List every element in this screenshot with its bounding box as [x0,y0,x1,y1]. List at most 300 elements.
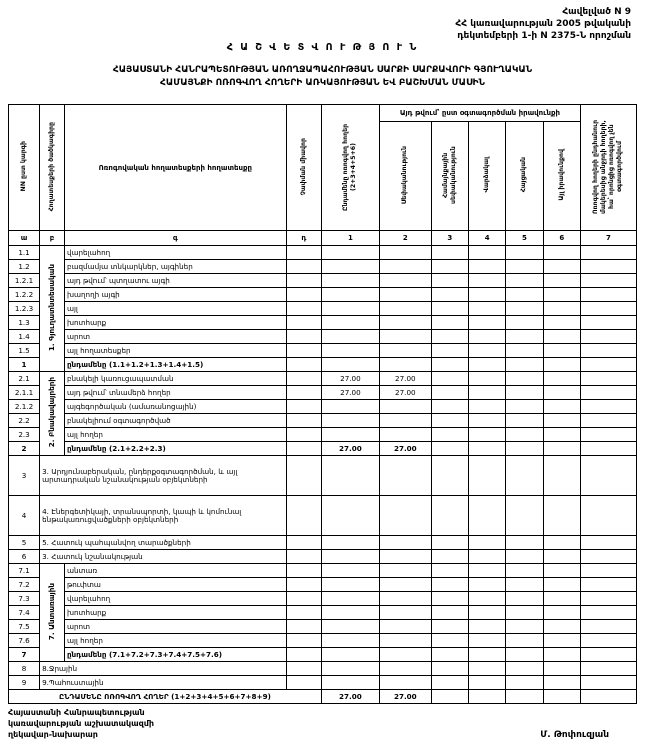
grand-total-own: 27.00 [379,690,431,704]
row-c5 [506,634,543,648]
group-label-forest: 7. Անտառային [40,564,65,662]
row-no: 2.1.2 [9,400,40,414]
row-measure [286,358,321,372]
table-row [9,550,637,564]
grand-total-label: ԸՆԴԱՄԵՆԸ ՈՌՈԳՎՈՂ ՀՈՂԵՐ (1+2+3+4+5+6+7+8+9) [9,690,322,704]
signature-block-left [8,707,154,740]
row-c6 [543,634,580,648]
row-total: 27.00 [321,442,379,456]
table-row-subtotal [9,442,637,456]
row-c6 [543,496,580,536]
row-name: վարելահող [64,246,286,260]
row-total [321,288,379,302]
row-c3 [431,564,468,578]
table-row [9,400,637,414]
row-name: այդ թվում՝ պտղատու այգի [64,274,286,288]
row-c6 [543,344,580,358]
row-measure [286,246,321,260]
row-c6 [543,442,580,456]
table-row [9,316,637,330]
header-code: Հողատեսքերի ծածկագիրը [40,105,65,231]
row-name: խաղողի այգի [64,288,286,302]
row-total [321,620,379,634]
row-c5 [506,246,543,260]
row-total [321,358,379,372]
row-c4 [469,592,506,606]
grand-total-c4 [469,690,506,704]
table-row [9,414,637,428]
row-name: ընդամենը (1.1+1.2+1.3+1.4+1.5) [64,358,286,372]
row-no: 6 [9,550,40,564]
row-c6 [543,274,580,288]
row-c3 [431,606,468,620]
row-c4 [469,316,506,330]
table-row [9,676,637,690]
row-c5 [506,578,543,592]
row-own [379,358,431,372]
row-name: խոտհարք [64,316,286,330]
grand-total-c5 [506,690,543,704]
row-c3 [431,358,468,372]
colnum-c: գ [64,231,286,246]
row-total [321,592,379,606]
row-name: թուփտա [64,578,286,592]
row-own [379,274,431,288]
row-total [321,344,379,358]
row-c5 [506,648,543,662]
row-c7 [580,386,636,400]
row-c6 [543,676,580,690]
row-name: 8.Ջրային [40,662,287,676]
row-c6 [543,564,580,578]
row-total [321,676,379,690]
row-no: 8 [9,662,40,676]
row-own [379,456,431,496]
row-c6 [543,302,580,316]
row-name: այգեգործական (ամառանոցային) [64,400,286,414]
row-no: 2.1.1 [9,386,40,400]
row-measure [286,564,321,578]
header-sub-3: Հայցական [506,122,543,231]
row-c7 [580,302,636,316]
row-c5 [506,550,543,564]
grand-total-value: 27.00 [321,690,379,704]
table-row [9,592,637,606]
row-c6 [543,456,580,496]
row-c7 [580,620,636,634]
row-c6 [543,550,580,564]
row-no: 1.5 [9,344,40,358]
row-c5 [506,414,543,428]
row-measure [286,288,321,302]
colnum-7: 7 [580,231,636,246]
row-name: 3. Հատուկ նշանակության [40,550,287,564]
row-total [321,648,379,662]
colnum-a: ա [9,231,40,246]
table-row [9,330,637,344]
row-total [321,428,379,442]
colnum-5: 5 [506,231,543,246]
row-name: այլ [64,302,286,316]
row-c5 [506,564,543,578]
row-c3 [431,578,468,592]
row-c4 [469,302,506,316]
grand-total-c7 [580,690,636,704]
row-own [379,564,431,578]
row-name: այլ հողեր [64,428,286,442]
row-c5 [506,442,543,456]
row-own [379,676,431,690]
row-c3 [431,274,468,288]
row-measure [286,578,321,592]
row-c6 [543,620,580,634]
row-c6 [543,246,580,260]
row-own [379,330,431,344]
row-measure [286,592,321,606]
row-measure [286,386,321,400]
row-c7 [580,414,636,428]
table-row [9,274,637,288]
row-c4 [469,536,506,550]
row-c4 [469,634,506,648]
row-total [321,316,379,330]
row-own: 27.00 [379,386,431,400]
annex-reference [455,6,631,42]
row-name: 9.Պահուստային [40,676,287,690]
row-name: արոտ [64,620,286,634]
row-c6 [543,288,580,302]
group-label-settlements: 2. Բնակավայրերի [40,372,65,456]
row-own [379,634,431,648]
row-measure [286,302,321,316]
row-name: անտառ [64,564,286,578]
row-c4 [469,372,506,386]
row-c6 [543,400,580,414]
table-row [9,372,637,386]
header-sub-4: Այլ իրավունքով [543,122,580,231]
row-own [379,496,431,536]
row-own [379,260,431,274]
table-row [9,536,637,550]
subtitle-line-2: ՀԱՄԱՅՆՔԻ ՈՌՈԳՎՈՂ ՀՈՂԵՐԻ ԱՌԿԱՅՈՒԹՅԱՆ ԵՎ ԲԱՇԽՄԱՆ ՄԱՍԻՆ [160,78,485,88]
row-c7 [580,260,636,274]
row-c5 [506,536,543,550]
row-c7 [580,662,636,676]
row-own: 27.00 [379,372,431,386]
row-c6 [543,414,580,428]
row-total [321,330,379,344]
row-no: 1.2.2 [9,288,40,302]
row-c4 [469,662,506,676]
row-total: 27.00 [321,386,379,400]
row-c4 [469,564,506,578]
row-c3 [431,330,468,344]
row-c5 [506,676,543,690]
table-row [9,386,637,400]
row-no: 2.2 [9,414,40,428]
row-c7 [580,592,636,606]
table-row [9,246,637,260]
row-no: 7.3 [9,592,40,606]
row-name: 5. Հատուկ պահպանվող տարածքների [40,536,287,550]
annex-line-2: ՀՀ կառավարության 2005 թվականի [455,19,631,29]
row-c3 [431,536,468,550]
row-c6 [543,386,580,400]
row-name: 3. Արդյունաբերական, ընդերքօգտագործման, և այլ արտադրական նշանակության օբյեկտների [40,456,287,496]
table-header-row [9,105,637,122]
row-total [321,564,379,578]
row-c4 [469,496,506,536]
row-c5 [506,386,543,400]
row-total [321,536,379,550]
colnum-d: դ [286,231,321,246]
row-c7 [580,330,636,344]
row-measure [286,550,321,564]
row-c3 [431,676,468,690]
row-name: այդ թվում՝ տնամերձ հողեր [64,386,286,400]
row-c4 [469,246,506,260]
row-c6 [543,330,580,344]
row-c7 [580,550,636,564]
row-name: բնակելի կառուցապատման [64,372,286,386]
group-label-agricultural: 1. Գյուղատնտեսական [40,246,65,372]
row-c3 [431,302,468,316]
row-c5 [506,358,543,372]
table-row [9,302,637,316]
row-no: 2.1 [9,372,40,386]
row-no: 7.4 [9,606,40,620]
row-no: 3 [9,456,40,496]
row-no: 1.4 [9,330,40,344]
row-own [379,592,431,606]
row-total [321,302,379,316]
row-c5 [506,496,543,536]
subtitle-line-1: ՀԱՅԱՍՏԱՆԻ ՀԱՆՐԱՊԵՏՈՒԹՅԱՆ ԱՌՈՂՋԱՊԱՀՈՒԹՅԱՆ ՍԱՐՔԻ ՍԱՐՔԱՎՈՐԻ ԳՅՈՒՂԱԿԱՆ [112,65,533,75]
row-total [321,456,379,496]
colnum-6: 6 [543,231,580,246]
header-sub-1: Համայնքային սեփականություն [431,122,468,231]
row-c5 [506,316,543,330]
row-c5 [506,372,543,386]
header-name: Ոռոգովական հողատեսքերի հողատեսքը [64,105,286,231]
row-own [379,344,431,358]
table-row-grand-total [9,690,637,704]
table-row [9,662,637,676]
row-total [321,246,379,260]
row-no: 4 [9,496,40,536]
row-c5 [506,288,543,302]
row-c7 [580,372,636,386]
row-own [379,620,431,634]
table-row [9,288,637,302]
row-name: վարելահող [64,592,286,606]
signature-line-3: ղեկավար-նախարար [8,730,98,739]
row-own [379,246,431,260]
row-name: բազմամյա տնկարկներ, այգիներ [64,260,286,274]
row-no: 7 [9,648,40,662]
annex-line-1: Հավելված N 9 [562,7,631,17]
row-no: 1.2 [9,260,40,274]
page-title: Հ Ա Շ Վ Ե Տ Վ Ո Ւ Թ Յ Ո Ւ Ն [226,42,419,53]
row-c3 [431,496,468,536]
grand-total-c3 [431,690,468,704]
row-c7 [580,344,636,358]
header-last: Ոռոգվող հողերի ընդհանուր մակերեսից անջրդի հողերի, հա՝ որոնցից ոռոգվող չեն օգտագործվում [580,105,636,231]
table-row [9,634,637,648]
row-c4 [469,676,506,690]
table-row [9,456,637,496]
row-c3 [431,344,468,358]
row-c7 [580,288,636,302]
row-c7 [580,400,636,414]
row-c4 [469,386,506,400]
row-own [379,288,431,302]
row-c4 [469,330,506,344]
row-c4 [469,550,506,564]
row-no: 1.2.3 [9,302,40,316]
row-own [379,662,431,676]
row-c6 [543,358,580,372]
row-c3 [431,662,468,676]
row-name: բնակելիում օգտագործված [64,414,286,428]
row-measure [286,372,321,386]
row-c5 [506,428,543,442]
row-name: այլ հողատեսքեր [64,344,286,358]
row-total [321,634,379,648]
row-c6 [543,592,580,606]
row-no: 9 [9,676,40,690]
row-measure [286,442,321,456]
row-c7 [580,648,636,662]
row-c5 [506,344,543,358]
row-no: 7.1 [9,564,40,578]
row-own [379,606,431,620]
column-number-row [9,231,637,246]
row-c6 [543,372,580,386]
table-row-subtotal [9,358,637,372]
row-name: այլ հողեր [64,634,286,648]
row-c6 [543,428,580,442]
row-c5 [506,330,543,344]
row-c3 [431,550,468,564]
row-c7 [580,536,636,550]
row-no: 7.2 [9,578,40,592]
row-total [321,662,379,676]
row-c4 [469,620,506,634]
row-c7 [580,676,636,690]
colnum-4: 4 [469,231,506,246]
signature-line-1: Հայաստանի Հանրապետության [8,708,145,717]
page-subtitle [0,64,645,90]
row-c5 [506,592,543,606]
row-c6 [543,648,580,662]
row-c4 [469,400,506,414]
row-total [321,274,379,288]
row-c3 [431,634,468,648]
row-measure [286,414,321,428]
signature-name: Մ. Թոփուզյան [540,730,609,740]
row-c3 [431,400,468,414]
row-no: 7.5 [9,620,40,634]
row-measure [286,496,321,536]
table-row [9,606,637,620]
header-no: NN ըստ կարգի [9,105,40,231]
header-total: Ընդամենը ոռոգվող հողեր (2+3+4+5+6) [321,105,379,231]
row-c3 [431,288,468,302]
header-group-right: Այդ թվում՝ ըստ օգտագործման իրավունքի [379,105,580,122]
annex-line-3: դեկտեմբերի 1-ի N 2375-Ն որոշման [457,31,631,41]
header-sub-0: Սեփականություն [379,122,431,231]
signature-line-2: կառավարության աշխատակազմի [8,719,155,728]
table-row [9,620,637,634]
row-measure [286,344,321,358]
row-c7 [580,606,636,620]
row-c6 [543,260,580,274]
table-row [9,260,637,274]
row-c3 [431,260,468,274]
row-c6 [543,536,580,550]
row-c5 [506,260,543,274]
row-c4 [469,428,506,442]
row-own [379,536,431,550]
row-own [379,648,431,662]
header-measure: Չափման միավոր [286,105,321,231]
row-c7 [580,316,636,330]
row-name: ընդամենը (2.1+2.2+2.3) [64,442,286,456]
row-c7 [580,456,636,496]
row-c4 [469,606,506,620]
row-measure [286,330,321,344]
row-c5 [506,662,543,676]
row-own: 27.00 [379,442,431,456]
row-measure [286,400,321,414]
row-measure [286,648,321,662]
row-c3 [431,620,468,634]
colnum-2: 2 [379,231,431,246]
row-c3 [431,648,468,662]
row-total [321,550,379,564]
row-c3 [431,428,468,442]
row-c4 [469,260,506,274]
row-c5 [506,274,543,288]
row-c5 [506,302,543,316]
row-c3 [431,414,468,428]
row-measure [286,606,321,620]
row-own [379,550,431,564]
row-total [321,400,379,414]
grand-total-c6 [543,690,580,704]
row-own [379,428,431,442]
table-row-subtotal [9,648,637,662]
row-no: 2 [9,442,40,456]
row-c7 [580,564,636,578]
row-c4 [469,274,506,288]
row-c7 [580,634,636,648]
row-no: 7.6 [9,634,40,648]
row-c5 [506,620,543,634]
row-name: խոտհարք [64,606,286,620]
row-total [321,260,379,274]
row-own [379,414,431,428]
row-name: 4. Էներգետիկայի, տրանսպորտի, կապի և կոմունալ ենթակառուցվածքների օբյեկտների [40,496,287,536]
row-own [379,302,431,316]
row-measure [286,662,321,676]
row-no: 5 [9,536,40,550]
row-c7 [580,274,636,288]
row-total [321,414,379,428]
row-measure [286,274,321,288]
row-c7 [580,578,636,592]
